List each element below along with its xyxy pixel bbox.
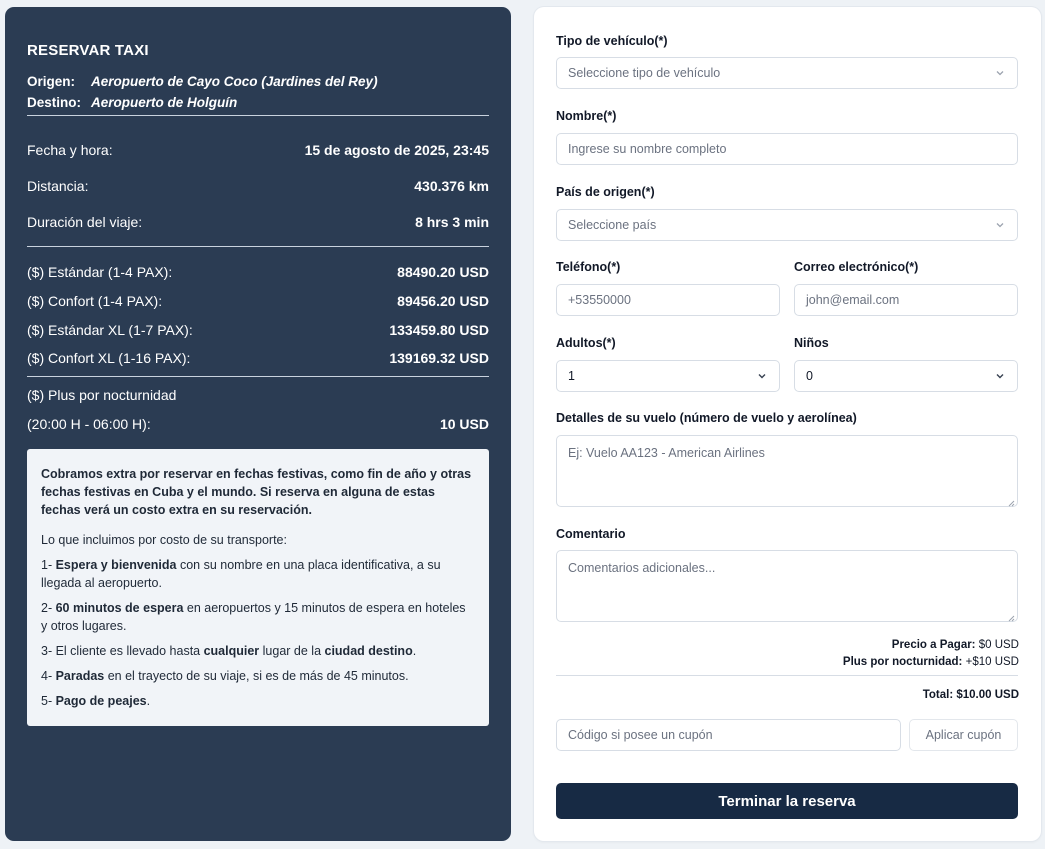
country-label: País de origen(*)	[556, 185, 655, 199]
includes-heading: Lo que incluimos por costo de su transporte:	[41, 533, 287, 547]
booking-summary-panel	[5, 7, 511, 841]
night-fee-row	[27, 416, 489, 432]
divider	[27, 246, 489, 247]
country-select[interactable]	[556, 209, 1018, 241]
destination-label: Destino:	[27, 95, 81, 110]
price-label: ($) Confort (1-4 PAX):	[27, 293, 163, 309]
name-input-placeholder: Ingrese su nombre completo	[568, 142, 727, 156]
divider	[27, 376, 489, 377]
divider	[556, 675, 1018, 676]
duration-value: 8 hrs 3 min	[415, 214, 489, 230]
price-value: 88490.20 USD	[397, 264, 489, 280]
price-row	[27, 264, 489, 280]
resize-handle-icon[interactable]	[1007, 611, 1015, 619]
include-item: 4- Paradas en el trayecto de su viaje, si es de más de 45 minutos.	[41, 669, 409, 683]
apply-coupon-button[interactable]: Aplicar cupón	[909, 719, 1018, 751]
email-input-placeholder: john@email.com	[806, 293, 900, 307]
comment-textarea[interactable]	[556, 550, 1018, 622]
vehicle-select-placeholder: Seleccione tipo de vehículo	[568, 66, 721, 80]
phone-input-placeholder: +53550000	[568, 293, 631, 307]
chevron-down-icon	[994, 67, 1006, 79]
resize-handle-icon[interactable]	[1007, 496, 1015, 504]
night-fee-hours: (20:00 H - 06:00 H):	[27, 416, 151, 432]
price-to-pay: Precio a Pagar: $0 USD	[891, 639, 1019, 651]
name-input[interactable]	[556, 133, 1018, 165]
adults-select[interactable]	[556, 360, 780, 392]
night-fee-summary: Plus por nocturnidad: +$10 USD	[842, 656, 1019, 668]
flight-label: Detalles de su vuelo (número de vuelo y aerolínea)	[556, 411, 857, 425]
price-label: ($) Estándar XL (1-7 PAX):	[27, 322, 193, 338]
flight-textarea-placeholder: Ej: Vuelo AA123 - American Airlines	[568, 446, 765, 460]
submit-booking-button[interactable]: Terminar la reserva	[556, 783, 1018, 819]
vehicle-select[interactable]	[556, 57, 1018, 89]
price-label: ($) Estándar (1-4 PAX):	[27, 264, 173, 280]
divider	[27, 115, 489, 116]
price-value: 139169.32 USD	[389, 350, 489, 366]
datetime-row	[27, 142, 489, 158]
duration-row	[27, 214, 489, 230]
email-input[interactable]	[794, 284, 1018, 316]
holiday-warning: Cobramos extra por reservar en fechas festivas, como fin de año y otras fechas festivas en Cuba y el mundo. Si reserva en alguna de estas fechas verá un costo extra en su reservación.	[41, 467, 472, 517]
total-price: Total: $10.00 USD	[922, 689, 1019, 701]
phone-input[interactable]	[556, 284, 780, 316]
origin-label: Origen:	[27, 74, 76, 89]
comment-label: Comentario	[556, 527, 626, 541]
include-item: 5- Pago de peajes.	[41, 694, 151, 708]
children-select-value: 0	[806, 369, 813, 383]
price-row	[27, 322, 489, 338]
chevron-down-icon	[756, 370, 768, 382]
email-label: Correo electrónico(*)	[794, 260, 919, 274]
vehicle-label: Tipo de vehículo(*)	[556, 34, 668, 48]
panel-title: RESERVAR TAXI	[27, 42, 149, 59]
coupon-input[interactable]	[556, 719, 901, 751]
price-label: ($) Confort XL (1-16 PAX):	[27, 350, 191, 366]
include-item: 2- 60 minutos de espera en aeropuertos y 15 minutos de espera en hoteles y otros lugares.	[41, 601, 466, 633]
info-box	[27, 449, 489, 726]
adults-label: Adultos(*)	[556, 336, 616, 350]
datetime-value: 15 de agosto de 2025, 23:45	[304, 142, 489, 158]
distance-label: Distancia:	[27, 178, 89, 194]
comment-textarea-placeholder: Comentarios adicionales...	[568, 561, 716, 575]
price-row	[27, 293, 489, 309]
datetime-label: Fecha y hora:	[27, 142, 113, 158]
flight-textarea[interactable]	[556, 435, 1018, 507]
distance-row	[27, 178, 489, 194]
route-info	[27, 71, 489, 113]
children-label: Niños	[794, 336, 829, 350]
duration-label: Duración del viaje:	[27, 214, 143, 230]
distance-value: 430.376 km	[414, 178, 489, 194]
children-select[interactable]	[794, 360, 1018, 392]
country-select-placeholder: Seleccione país	[568, 218, 657, 232]
chevron-down-icon	[994, 219, 1006, 231]
price-value: 89456.20 USD	[397, 293, 489, 309]
phone-label: Teléfono(*)	[556, 260, 621, 274]
include-item: 3- El cliente es llevado hasta cualquier lugar de la ciudad destino.	[41, 644, 417, 658]
price-value: 133459.80 USD	[389, 322, 489, 338]
night-fee-label: ($) Plus por nocturnidad	[27, 387, 177, 403]
booking-form-panel	[534, 7, 1041, 841]
coupon-input-placeholder: Código si posee un cupón	[568, 728, 713, 742]
night-fee-label-row	[27, 387, 489, 403]
include-item: 1- Espera y bienvenida con su nombre en una placa identificativa, a su llegada al aeropuerto.	[41, 558, 441, 590]
destination-value: Aeropuerto de Holguín	[91, 95, 238, 110]
price-row	[27, 350, 489, 366]
chevron-down-icon	[994, 370, 1006, 382]
adults-select-value: 1	[568, 369, 575, 383]
name-label: Nombre(*)	[556, 109, 617, 123]
night-fee-value: 10 USD	[439, 416, 489, 432]
origin-value: Aeropuerto de Cayo Coco (Jardines del Rey)	[91, 74, 378, 89]
